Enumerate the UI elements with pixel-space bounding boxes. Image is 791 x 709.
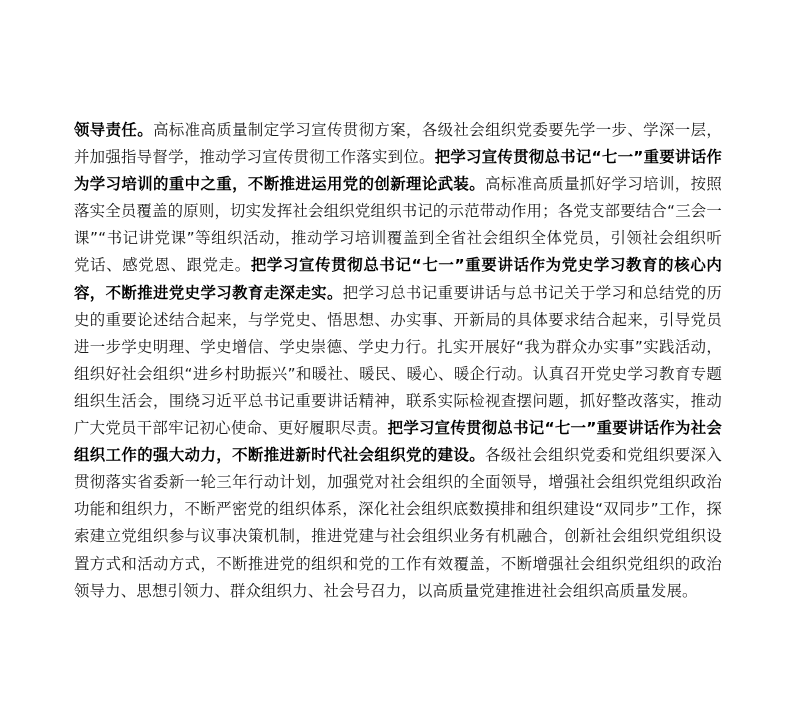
paragraph xyxy=(74,117,722,605)
body-text-segment: 把学习总书记重要讲话与总书记关于学习和总结党的历史的重要论述结合起来，与学党史、悟思想、办实事、开新局的具体要求结合起来，引导党员进一步学史明理、学史增信、学史崇德、学史力行。扎实开展好“我为群众办实事”实践活动，组织好社会组织“进乡村助振兴”和暖社、暖民、暖心、暖企行动。认真召开党史学习教育专题组织生活会，围绕习近平总书记重要讲话精神，联系实际检视查摆问题，抓好整改落实，推动广大党员干部牢记初心使命、更好履职尽责。 xyxy=(74,283,722,438)
bold-heading-segment: 把学习宣传贯彻总书记“七一”重要讲话作为学习培训的重中之重，不断推进运用党的创新理论武装。 xyxy=(74,148,722,194)
document-body xyxy=(74,117,722,605)
bold-heading-segment: 领导责任。 xyxy=(74,121,154,139)
body-text-segment: 各级社会组织党委和党组织要深入贯彻落实省委新一轮三年行动计划，加强党对社会组织的全面领导，增强社会组织党组织政治功能和组织力，不断严密党的组织体系，深化社会组织底数摸排和组织建设“双同步”工作，探索建立党组织参与议事决策机制，推进党建与社会组织业务有机融合，创新社会组织党组织设置方式和活动方式，不断推进党的组织和党的工作有效覆盖，不断增强社会组织党组织的政治领导力、思想引领力、群众组织力、社会号召力，以高质量党建推进社会组织高质量发展。 xyxy=(74,446,722,600)
body-text-segment: 高标准高质量制定学习宣传贯彻方案，各级社会组织党委要先学一步、学深一层，并加强指导督学，推动学习宣传贯彻工作落实到位。 xyxy=(74,121,722,167)
bold-heading-segment: 把学习宣传贯彻总书记“七一”重要讲话作为党史学习教育的核心内容，不断推进党史学习教育走深走实。 xyxy=(74,256,722,302)
bold-heading-segment: 把学习宣传贯彻总书记“七一”重要讲话作为社会组织工作的强大动力，不断推进新时代社会组织党的建设。 xyxy=(74,419,722,465)
body-text-segment: 高标准高质量抓好学习培训，按照落实全员覆盖的原则，切实发挥社会组织党组织书记的示范带动作用；各党支部要结合“三会一课”“书记讲党课”等组织活动，推动学习培训覆盖到全省社会组织全体党员，引领社会组织听党话、感党恩、跟党走。 xyxy=(74,175,722,275)
